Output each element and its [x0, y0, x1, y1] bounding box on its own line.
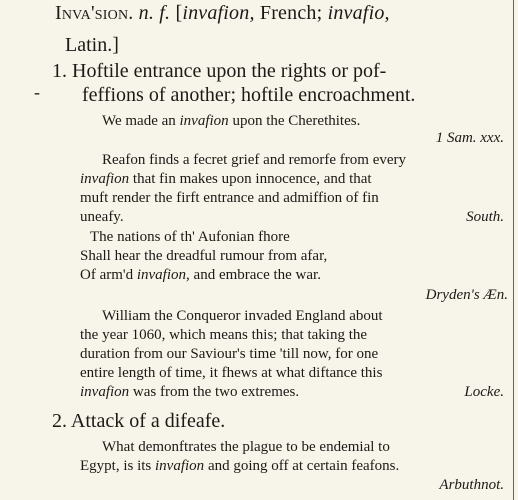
sense-2-example-source: Arbuthnot.: [439, 477, 504, 493]
sense-1-definition-line-2: feffions of another; hoftile encroachment.: [82, 84, 416, 106]
sense-1-example-1-source: 1 Sam. xxx.: [435, 130, 504, 146]
sense-1-example-1: We made an invafion upon the Cherethites.: [102, 113, 361, 129]
column-rule: [513, 0, 514, 500]
sense-1-example-3-source: Locke.: [464, 384, 504, 400]
sense-1-example-3-line-3: duration from our Saviour's time 'till now, for one: [80, 346, 379, 362]
sense-2-example-line-1: What demonftrates the plague to be endemial to: [102, 439, 390, 455]
headword: Inva'sion.: [55, 2, 134, 24]
sense-2-number: 2.: [52, 410, 67, 432]
sense-1-example-3-line-1: William the Conqueror invaded England about: [102, 308, 383, 324]
etym-latin-word: invafio,: [327, 2, 390, 24]
sense-2-example-line-2: Egypt, is its invafion and going off at certain feafons.: [80, 458, 400, 474]
margin-dash: -: [34, 82, 40, 102]
sense-1-definition-line-1: 1. Hoftile entrance upon the rights or pof-: [52, 60, 387, 82]
verse-line-2: Shall hear the dreadful rumour from afar,: [80, 248, 328, 264]
sense-1-example-2-line-3: muft render the firft entrance and admiffion of fin: [80, 190, 379, 206]
etym-open: [: [175, 2, 183, 24]
etym-french-label: French;: [259, 2, 323, 24]
verse-source: Dryden's Æn.: [425, 287, 508, 303]
sense-1-example-2-line-4: uneafy.: [80, 209, 124, 225]
sense-1-example-3-line-2: the year 1060, which means this; that taking the: [80, 327, 368, 343]
sense-1-example-3-line-4: entire length of time, it fhews at what diftance this: [80, 365, 383, 381]
sense-1-example-2-line-1: Reafon finds a fecret grief and remorfe from every: [102, 152, 407, 168]
entry-headline: [55, 2, 390, 25]
etym-french-word: invafion,: [182, 2, 255, 24]
verse-line-3: Of arm'd invafion, and embrace the war.: [80, 267, 321, 283]
sense-1-example-3-line-5: invafion was from the two extremes.: [80, 384, 300, 400]
sense-1-example-2-line-2: invafion that fin makes upon innocence, and that: [80, 171, 372, 187]
etym-latin-label: Latin.]: [65, 34, 119, 56]
sense-1-example-2-source: South.: [466, 209, 504, 225]
sense-1-number: 1.: [52, 60, 67, 82]
part-of-speech: n. f.: [138, 2, 171, 24]
sense-2-definition: 2. Attack of a difeafe.: [52, 410, 226, 432]
verse-line-1: The nations of th' Aufonian fhore: [90, 229, 290, 245]
